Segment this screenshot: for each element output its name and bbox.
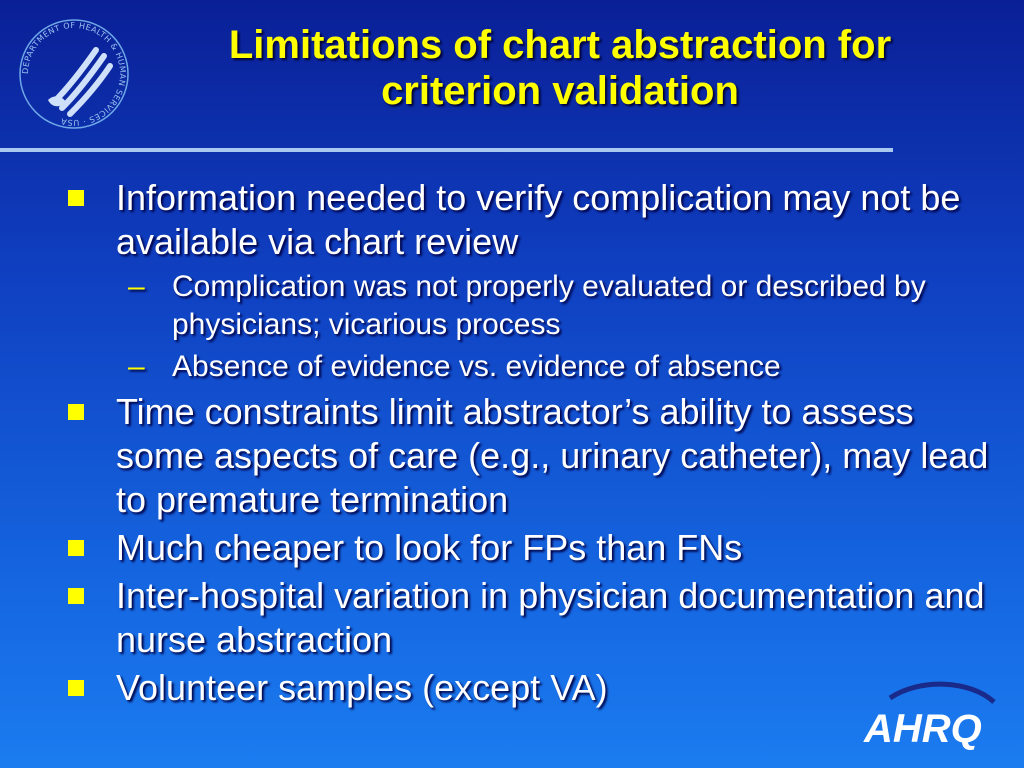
square-bullet-icon [68, 190, 84, 206]
hhs-seal-logo [10, 10, 138, 138]
square-bullet-icon [68, 404, 84, 420]
bullet-item [60, 390, 1010, 522]
seal-ring-text: DEPARTMENT OF HEALTH & HUMAN SERVICES · USA [20, 20, 128, 128]
bullet-item [60, 176, 1010, 264]
slide-title: Limitations of chart abstraction for criterion validation [228, 23, 892, 113]
bullet-text: Much cheaper to look for FPs than FNs [116, 527, 743, 568]
dash-marker: – [128, 350, 145, 383]
bullet-item [60, 574, 1010, 662]
square-bullet-icon [68, 540, 84, 556]
sub-bullet-item [60, 348, 1010, 386]
bullet-text: Time constraints limit abstractor’s ability to assess some aspects of care (e.g., urinary catheter), may lead to premature termination [116, 391, 989, 520]
ahrq-wordmark: AHRQ [864, 707, 982, 751]
bullet-text: Inter-hospital variation in physician documentation and nurse abstraction [116, 575, 985, 660]
sub-bullet-text: Complication was not properly evaluated or described by physicians; vicarious process [172, 270, 926, 341]
bullet-list [60, 176, 1010, 714]
dash-marker: – [128, 270, 145, 303]
sub-bullet-text: Absence of evidence vs. evidence of absence [172, 350, 781, 383]
ahrq-logo [860, 680, 1000, 752]
bullet-item [60, 526, 1010, 570]
bullet-text: Information needed to verify complication may not be available via chart review [116, 177, 961, 262]
title-divider [0, 148, 893, 152]
square-bullet-icon [68, 680, 84, 696]
sub-bullet-item [60, 268, 1010, 344]
square-bullet-icon [68, 588, 84, 604]
bullet-text: Volunteer samples (except VA) [116, 667, 608, 708]
